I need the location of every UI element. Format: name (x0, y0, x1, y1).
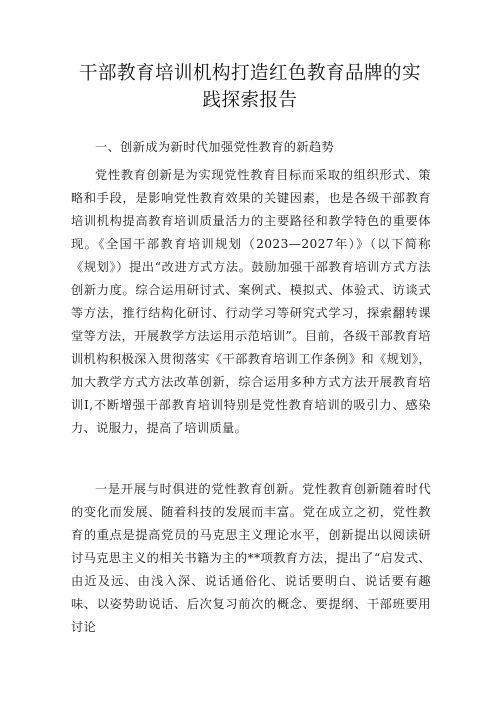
title-line-1: 干部教育培训机构打造红色教育品牌的实 (78, 63, 421, 84)
document-title (60, 60, 440, 114)
title-line-2: 践探索报告 (202, 90, 298, 111)
paragraph-2: 一是开展与时俱进的党性教育创新。党性教育创新随着时代的变化而发展、随着科技的发展而丰富。党在成立之初，党性教育的重点是提高党员的马克思主义理论水平，创新提出以阅读研讨马克思主义的相关书籍为主的**项教育方法，提出了“启发式、由近及远、由浅入深、说话通俗化、说话要明白、说话要有趣味、以姿势助说话、后次复习前次的概念、要提纲、干部班要用讨论 (71, 482, 431, 634)
section-heading: 一、创新成为新时代加强党性教育的新趋势 (95, 140, 335, 154)
paragraph-1: 党性教育创新是为实现党性教育目标而采取的组织形式、策略和手段，是影响党性教育效果的关键因素，也是各级干部教育培训机构提高教育培训质量活力的主要路径和教学特色的重要体现。《全国干部教育培训规划（2023—2027年）》（以下简称《规划》）提出“改进方式方法。鼓励加强干部教育培训方式方法创新力度。综合运用研讨式、案例式、模拟式、体验式、访谈式等方法，推行结构化研讨、行动学习等研究式学习，探索翻转课堂等方法，开展教学方法运用示范培训”。目前，各级干部教育培训机构积极深入贯彻落实《干部教育培训工作条例》和《规划》，加大教学方式方法改革创新，综合运用多种方式方法开展教育培训I,不断增强干部教育培训特别是党性教育培训的吸引力、感染力、说服力，提高了培训质量。 (71, 168, 431, 435)
